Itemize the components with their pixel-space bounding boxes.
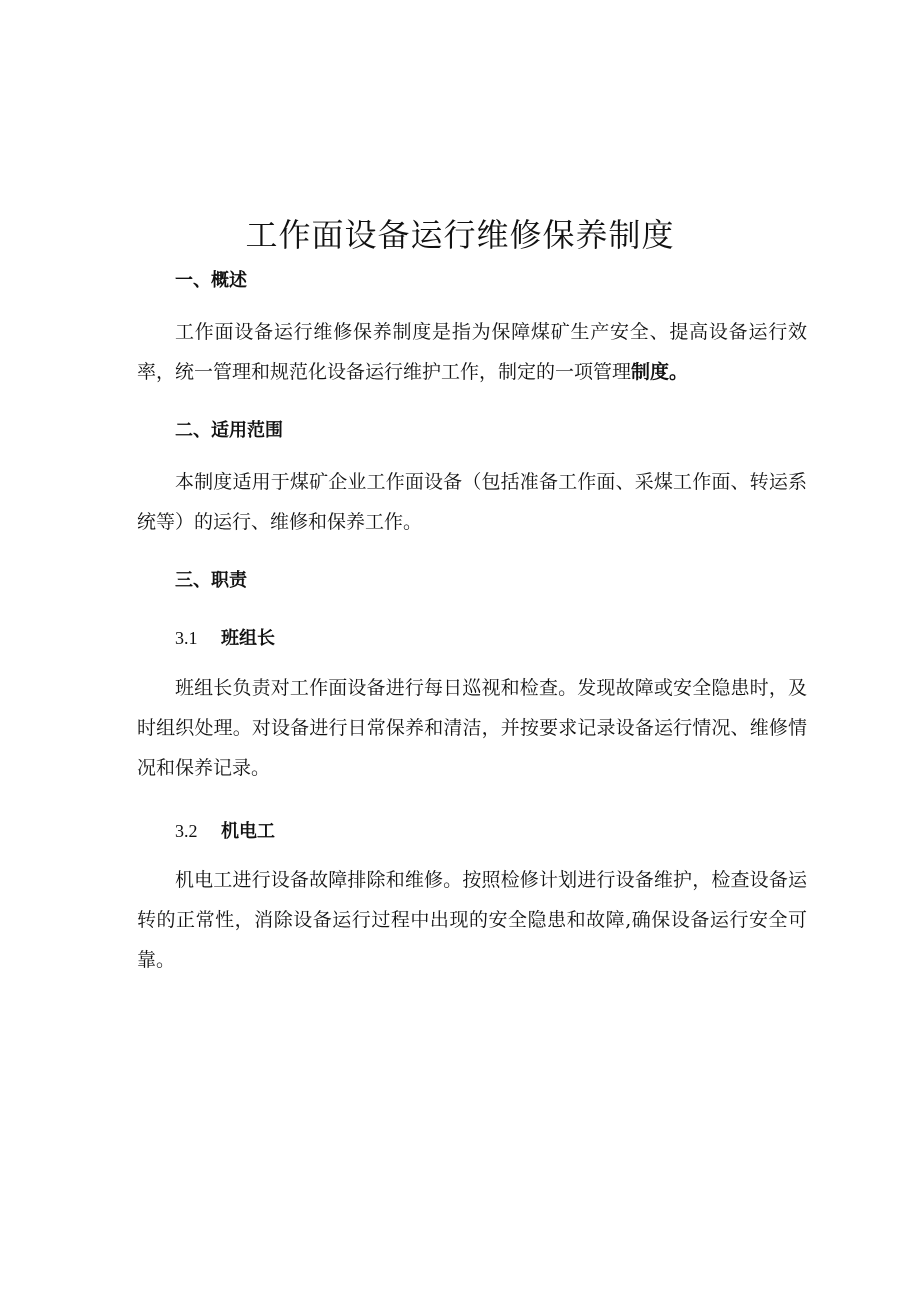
scope-paragraph: 本制度适用于煤矿企业工作面设备（包括准备工作面、采煤工作面、转运系统等）的运行、维修和保养工作。 <box>137 471 807 533</box>
team-leader-paragraph: 班组长负责对工作面设备进行每日巡视和检查。发现故障或安全隐患时，及时组织处理。对设备进行日常保养和清洁，并按要求记录设备运行情况、维修情况和保养记录。 <box>137 677 807 779</box>
subsection-label: 班组长 <box>221 628 275 649</box>
section-heading-overview: 一、概述 <box>175 270 247 291</box>
overview-paragraph <box>137 312 807 392</box>
overview-paragraph-bold-tail: 制度。 <box>631 361 689 383</box>
subsection-heading-electrician <box>175 817 275 843</box>
document-title: 工作面设备运行维修保养制度 <box>245 216 675 254</box>
subsection-heading-team-leader <box>175 624 275 650</box>
subsection-number: 3.1 <box>175 628 198 648</box>
subsection-number: 3.2 <box>175 821 198 841</box>
section-heading-scope: 二、适用范围 <box>175 420 283 441</box>
overview-paragraph-text: 工作面设备运行维修保养制度是指为保障煤矿生产安全、提高设备运行效率，统一管理和规范化设备运行维护工作，制定的一项管理 <box>137 321 807 383</box>
section-heading-responsibilities: 三、职责 <box>175 570 247 591</box>
electrician-paragraph: 机电工进行设备故障排除和维修。按照检修计划进行设备维护，检查设备运转的正常性，消除设备运行过程中出现的安全隐患和故障,确保设备运行安全可靠。 <box>137 869 807 971</box>
subsection-label: 机电工 <box>221 821 275 842</box>
